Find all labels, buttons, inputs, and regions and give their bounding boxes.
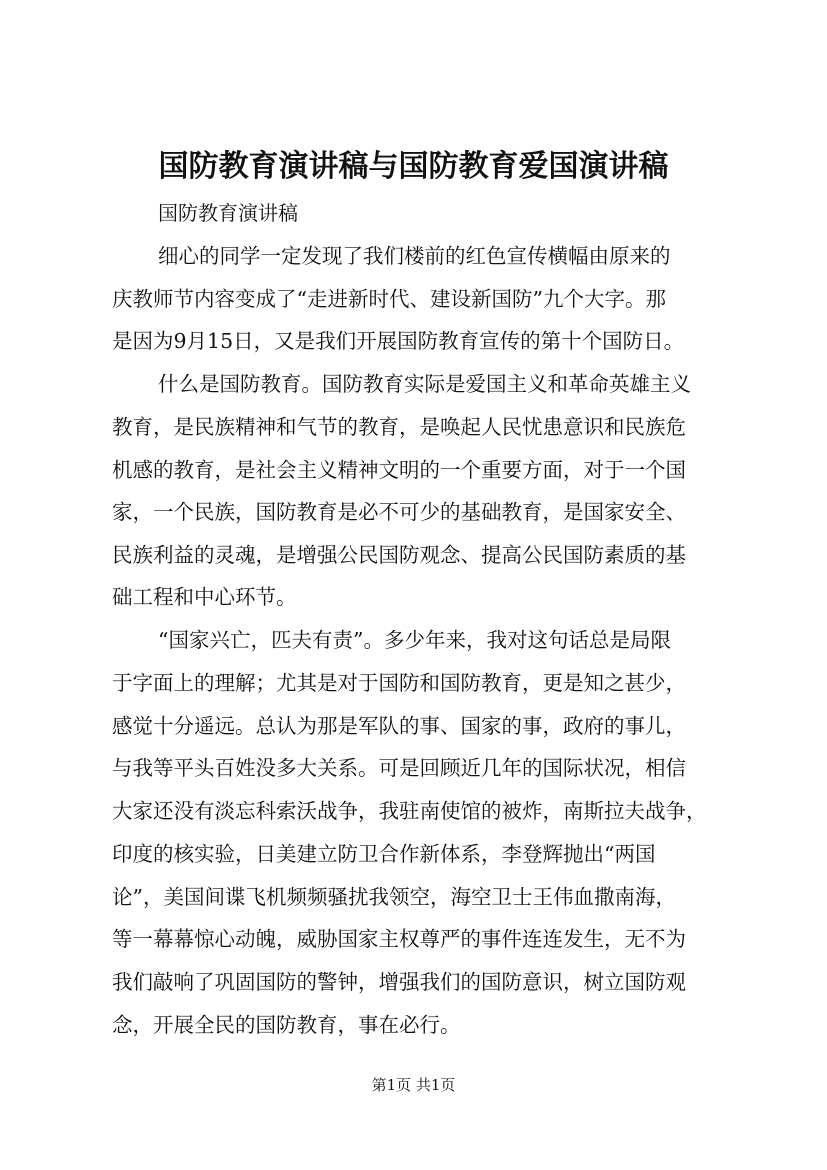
paragraph-line: 印度的核实验，日美建立防卫合作新体系，李登辉抛出“两国 (112, 842, 656, 866)
paragraph-line: “国家兴亡，匹夫有责”。多少年来，我对这句话总是局限 (158, 628, 671, 652)
paragraph-line: 念，开展全民的国防教育，事在必行。 (112, 1013, 461, 1037)
paragraph-line: 论”，美国间谍飞机频频骚扰我领空，海空卫士王伟血撒南海， (112, 885, 676, 909)
paragraph-line: 础工程和中心环节。 (112, 585, 297, 609)
paragraph-line: 是因为9月15日，又是我们开展国防教育宣传的第十个国防日。 (112, 329, 685, 353)
paragraph-line: 细心的同学一定发现了我们楼前的红色宣传横幅由原来的 (158, 244, 671, 268)
page-footer: 第1页 共1页 (371, 1076, 456, 1094)
paragraph-line: 等一幕幕惊心动魄，威胁国家主权尊严的事件连连发生，无不为 (112, 927, 686, 951)
paragraph-line: 家，一个民族，国防教育是必不可少的基础教育，是国家安全、 (112, 500, 686, 524)
paragraph-line: 我们敲响了巩固国防的警钟，增强我们的国防意识，树立国防观 (112, 970, 686, 994)
paragraph-line: 庆教师节内容变成了“走进新时代、建设新国防”九个大字。那 (112, 287, 666, 311)
paragraph-line: 民族利益的灵魂，是增强公民国防观念、提高公民国防素质的基 (112, 543, 686, 567)
paragraph-line: 机感的教育，是社会主义精神文明的一个重要方面，对于一个国 (112, 458, 686, 482)
paragraph-line: 什么是国防教育。国防教育实际是爱国主义和革命英雄主义 (158, 372, 691, 396)
document-subtitle: 国防教育演讲稿 (158, 201, 298, 225)
paragraph-line: 与我等平头百姓没多大关系。可是回顾近几年的国际状况，相信 (112, 756, 686, 780)
paragraph-line: 感觉十分遥远。总认为那是军队的事、国家的事，政府的事儿， (112, 714, 686, 738)
paragraph-line: 于字面上的理解；尤其是对于国防和国防教育，更是知之甚少， (112, 671, 686, 695)
paragraph-line: 大家还没有淡忘科索沃战争，我驻南使馆的被炸，南斯拉夫战争， (112, 799, 707, 823)
paragraph-line: 教育，是民族精神和气节的教育，是唤起人民忧患意识和民族危 (112, 415, 686, 439)
document-title: 国防教育演讲稿与国防教育爱国演讲稿 (158, 149, 669, 184)
